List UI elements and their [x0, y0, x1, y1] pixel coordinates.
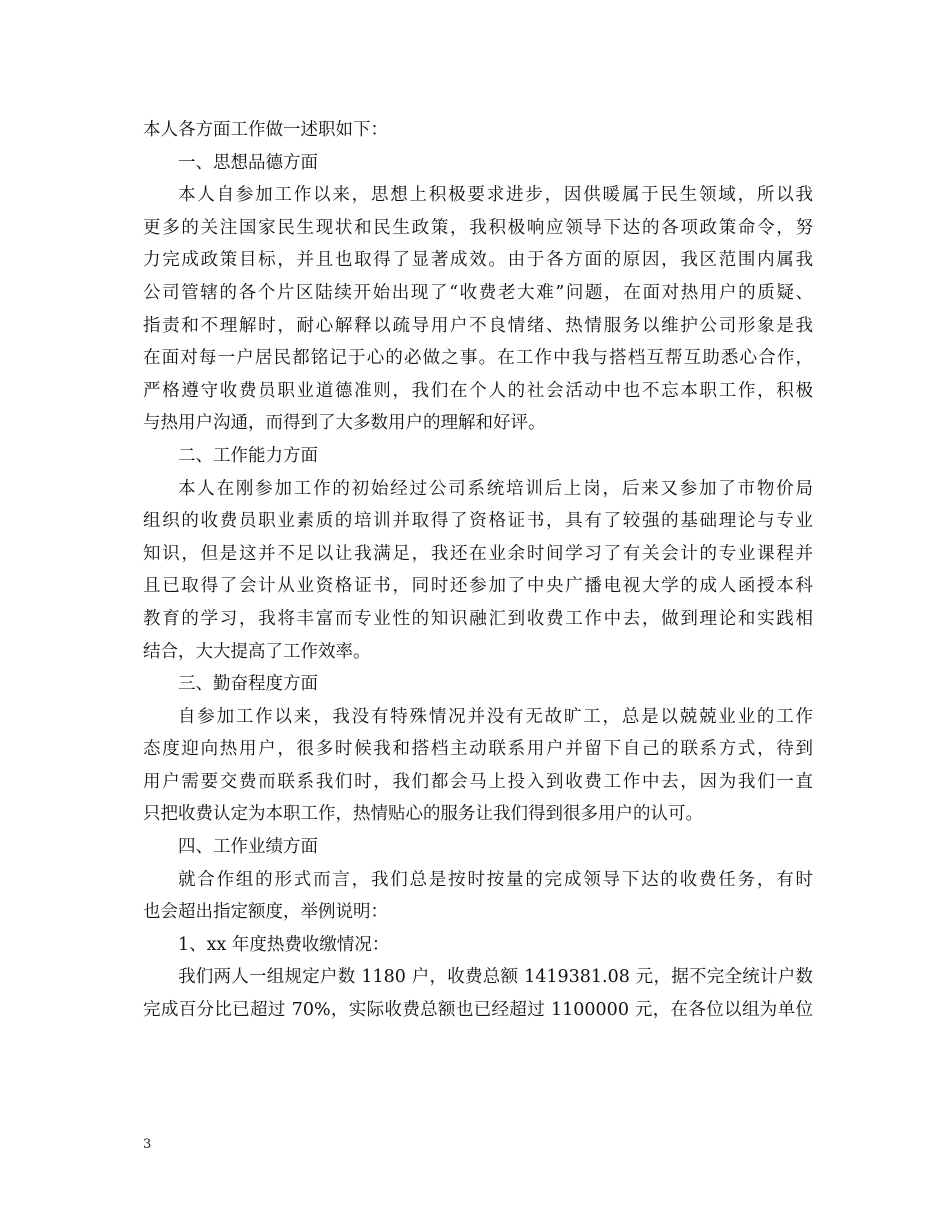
document-body	[143, 114, 813, 1027]
text-line: 用户需要交费而联系我们时，我们都会马上投入到收费工作中去，因为我们一直	[143, 771, 813, 792]
text-line: 力完成政策目标，并且也取得了显著成效。由于各方面的原因，我区范围内属我	[143, 250, 813, 271]
text-line: 态度迎向热用户，很多时候我和搭档主动联系用户并留下自己的联系方式，待到	[143, 739, 813, 760]
text-line: 结合，大大提高了工作效率。	[143, 641, 371, 662]
text-line: 本人自参加工作以来，思想上积极要求进步，因供暖属于民生领域，所以我	[178, 185, 813, 206]
text-line: 完成百分比已超过 70%，实际收费总额也已经超过 1100000 元，在各位以组为单位	[143, 1000, 813, 1021]
text-line: 严格遵守收费员职业道德准则，我们在个人的社会活动中也不忘本职工作，积极	[143, 380, 813, 401]
text-line: 且已取得了会计从业资格证书，同时还参加了中央广播电视大学的成人函授本科	[143, 576, 813, 597]
text-line: 更多的关注国家民生现状和民生政策，我积极响应领导下达的各项政策命令，努	[143, 217, 813, 238]
text-line: 我们两人一组规定户数 1180 户，收费总额 1419381.08 元，据不完全统计户数	[178, 967, 813, 988]
text-line: 知识，但是这并不足以让我满足，我还在业余时间学习了有关会计的专业课程并	[143, 543, 813, 564]
text-line: 就合作组的形式而言，我们总是按时按量的完成领导下达的收费任务，有时	[178, 869, 813, 890]
page-number: 3	[143, 1137, 152, 1152]
text-line: 教育的学习，我将丰富而专业性的知识融汇到收费工作中去，做到理论和实践相	[143, 608, 813, 629]
text-line: 一、思想品德方面	[178, 152, 318, 173]
text-line: 本人在刚参加工作的初始经过公司系统培训后上岗，后来又参加了市物价局	[178, 478, 813, 499]
text-line: 与热用户沟通，而得到了大多数用户的理解和好评。	[143, 413, 546, 434]
text-line: 只把收费认定为本职工作，热情贴心的服务让我们得到很多用户的认可。	[143, 804, 703, 825]
text-line: 四、工作业绩方面	[178, 837, 318, 858]
text-line: 指责和不理解时，耐心解释以疏导用户不良情绪、热情服务以维护公司形象是我	[143, 315, 813, 336]
text-line: 本人各方面工作做一述职如下：	[143, 120, 388, 140]
text-line: 二、工作能力方面	[178, 445, 318, 466]
text-line: 自参加工作以来，我没有特殊情况并没有无故旷工，总是以兢兢业业的工作	[178, 706, 813, 727]
text-line: 也会超出指定额度，举例说明：	[143, 902, 388, 923]
text-line: 三、勤奋程度方面	[178, 674, 318, 695]
text-line: 公司管辖的各个片区陆续开始出现了“收费老大难”问题，在面对热用户的质疑、	[143, 282, 813, 303]
text-line: 在面对每一户居民都铭记于心的必做之事。在工作中我与搭档互帮互助悉心合作，	[143, 348, 813, 369]
text-line: 组织的收费员职业素质的培训并取得了资格证书，具有了较强的基础理论与专业	[143, 511, 813, 532]
text-line: 1、xx 年度热费收缴情况：	[178, 934, 390, 955]
